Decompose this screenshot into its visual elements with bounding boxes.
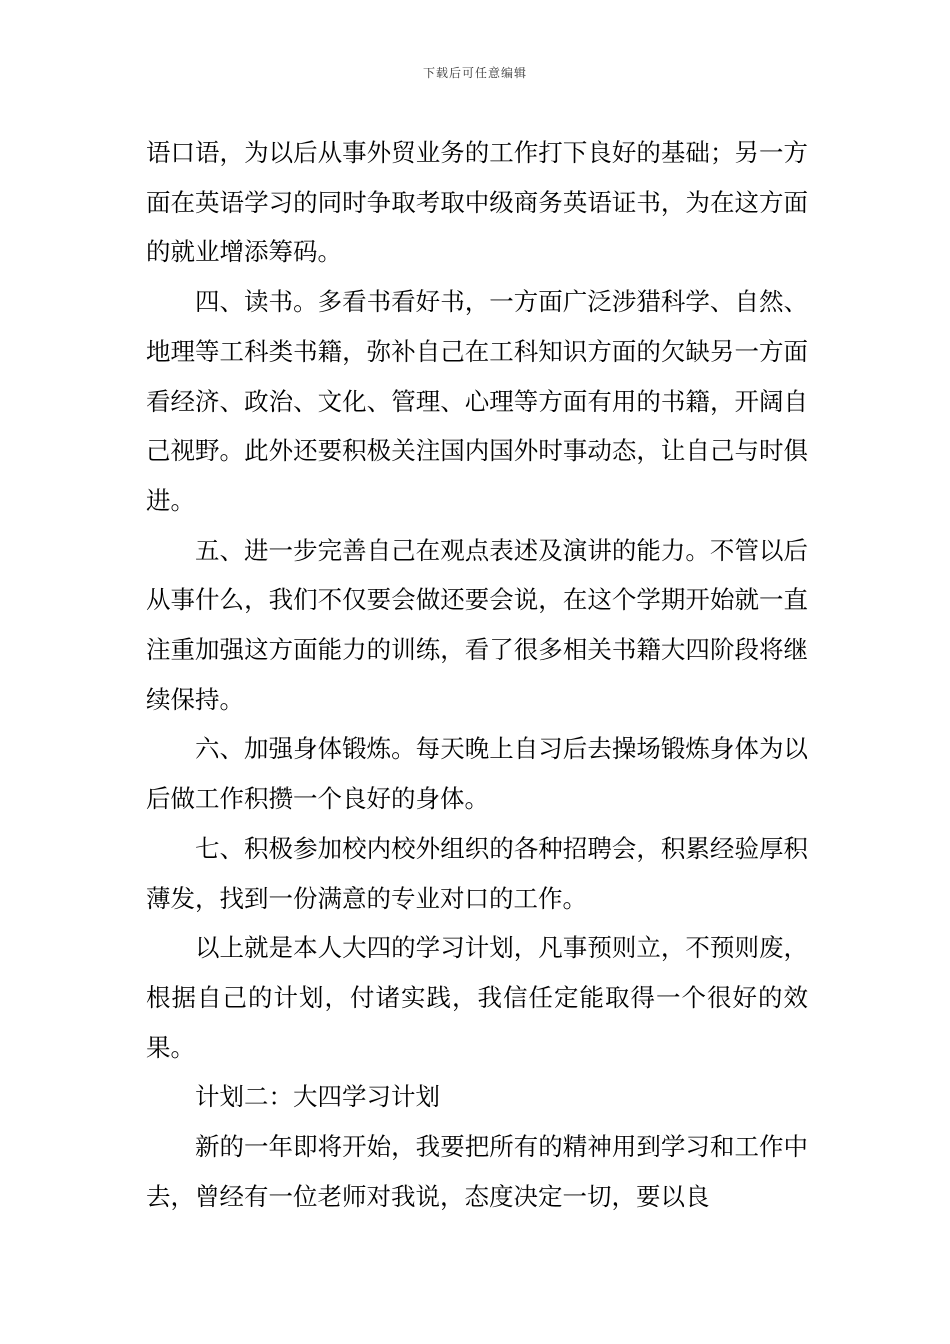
paragraph-item-five-speaking: 五、进一步完善自己在观点表述及演讲的能力。不管以后从事什么，我们不仅要会做还要会说，在这个学期开始就一直注重加强这方面能力的训练，看了很多相关书籍大四阶段将继续保持。 (146, 535, 808, 714)
page-header: 下载后可任意编辑 (422, 66, 527, 80)
paragraph-item-six-exercise: 六、加强身体锻炼。每天晚上自习后去操场锻炼身体为以后做工作积攒一个良好的身体。 (146, 734, 808, 814)
paragraph-item-seven-job-fairs: 七、积极参加校内校外组织的各种招聘会，积累经验厚积薄发，找到一份满意的专业对口的工作。 (146, 833, 808, 913)
paragraph-plan-two-intro: 新的一年即将开始，我要把所有的精神用到学习和工作中去，曾经有一位老师对我说，态度决定一切，要以良 (146, 1132, 808, 1211)
section-heading-plan-two: 计划二：大四学习计划 (195, 1082, 440, 1112)
paragraph-continuation: 语口语，为以后从事外贸业务的工作打下良好的基础；另一方面在英语学习的同时争取考取中级商务英语证书，为在这方面的就业增添筹码。 (146, 138, 808, 267)
document-body (146, 128, 808, 1221)
paragraph-item-four-reading: 四、读书。多看书看好书，一方面广泛涉猎科学、自然、地理等工科类书籍，弥补自己在工科知识方面的欠缺另一方面看经济、政治、文化、管理、心理等方面有用的书籍，开阔自己视野。此外还要积极关注国内国外时事动态，让自己与时俱进。 (146, 287, 808, 515)
paragraph-conclusion: 以上就是本人大四的学习计划，凡事预则立，不预则废，根据自己的计划，付诸实践，我信任定能取得一个很好的效果。 (146, 933, 808, 1062)
